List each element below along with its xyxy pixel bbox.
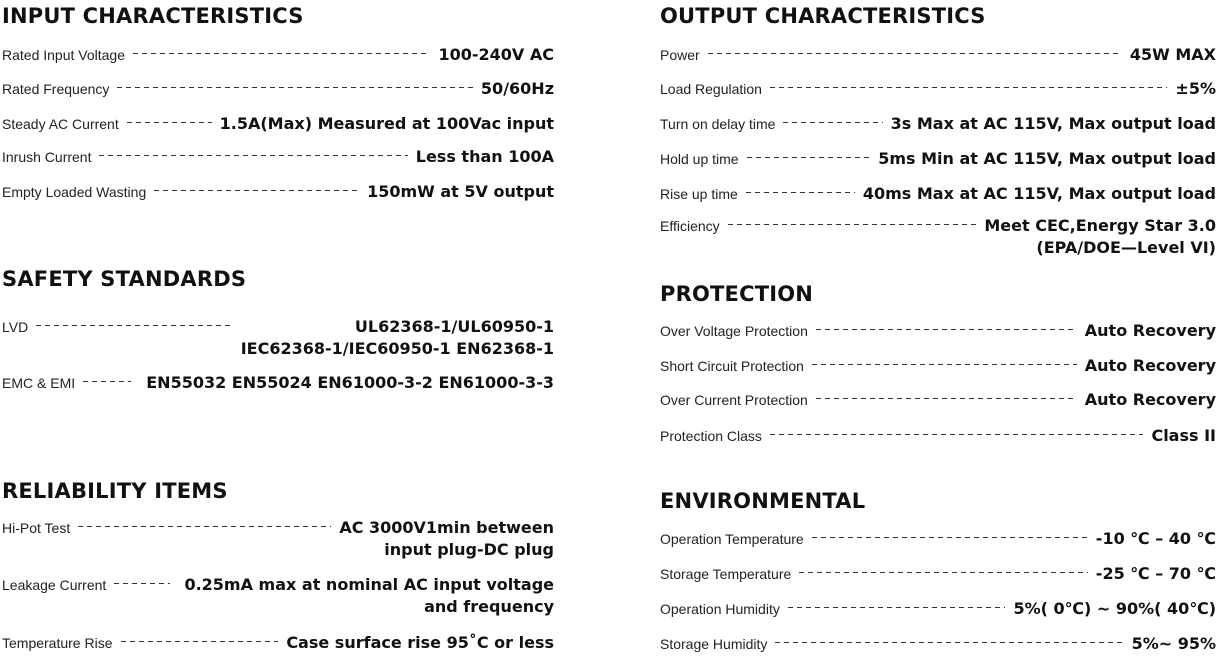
spec-row xyxy=(660,44,1216,66)
spec-row xyxy=(660,633,1216,655)
dotted-leader xyxy=(812,530,1088,542)
spec-row xyxy=(2,517,554,561)
spec-label: Over Current Protection xyxy=(660,392,808,408)
spec-label: Efficiency xyxy=(660,218,720,234)
dotted-leader xyxy=(788,600,1006,612)
spec-label: Inrush Current xyxy=(2,149,92,165)
spec-value xyxy=(241,316,554,360)
dotted-leader xyxy=(121,634,279,646)
spec-value xyxy=(178,574,554,618)
dotted-leader xyxy=(728,217,977,229)
spec-value: 3s Max at AC 115V, Max output load xyxy=(890,114,1216,133)
spec-value: 45W MAX xyxy=(1129,45,1216,64)
spec-value: 100-240V AC xyxy=(438,45,554,64)
spec-row xyxy=(2,372,554,394)
spec-row xyxy=(660,320,1216,342)
spec-value-line: UL62368-1/UL60950-1 xyxy=(354,317,554,336)
spec-label: Storage Temperature xyxy=(660,566,792,582)
spec-value: 5ms Min at AC 115V, Max output load xyxy=(878,149,1216,168)
spec-value-line: 0.25mA max at nominal AC input voltage xyxy=(184,575,554,594)
spec-label: Hi-Pot Test xyxy=(2,520,71,536)
spec-value-line: input plug-DC plug xyxy=(384,540,554,559)
dotted-leader xyxy=(114,576,170,588)
spec-label: Power xyxy=(660,47,700,63)
spec-row xyxy=(660,148,1216,170)
spec-label: Empty Loaded Wasting xyxy=(2,184,147,200)
spec-value-line: Meet CEC,Energy Star 3.0 xyxy=(984,216,1216,235)
spec-label: Over Voltage Protection xyxy=(660,323,808,339)
spec-row xyxy=(660,183,1216,205)
spec-value-line: IEC62368-1/IEC60950-1 EN62368-1 xyxy=(240,339,554,358)
spec-value: ±5% xyxy=(1175,79,1216,98)
spec-row xyxy=(660,598,1216,620)
spec-value xyxy=(339,517,554,561)
output-characteristics-heading: OUTPUT CHARACTERISTICS xyxy=(660,4,986,28)
dotted-leader xyxy=(36,318,233,330)
spec-row xyxy=(660,528,1216,550)
spec-label: EMC & EMI xyxy=(2,375,76,391)
spec-row xyxy=(2,574,554,618)
dotted-leader xyxy=(812,357,1077,369)
dotted-leader xyxy=(816,322,1077,334)
dotted-leader xyxy=(133,46,430,58)
spec-row xyxy=(660,113,1216,135)
spec-value: Auto Recovery xyxy=(1084,390,1216,409)
protection-heading: PROTECTION xyxy=(660,282,814,306)
spec-label: Rated Input Voltage xyxy=(2,47,125,63)
dotted-leader xyxy=(78,519,331,531)
dotted-leader xyxy=(117,80,473,92)
spec-value: 5%( 0℃) ~ 90%( 40℃) xyxy=(1013,599,1216,618)
safety-standards-heading: SAFETY STANDARDS xyxy=(2,267,247,291)
spec-row xyxy=(660,355,1216,377)
spec-value-line: and frequency xyxy=(424,597,554,616)
spec-row xyxy=(660,389,1216,411)
dotted-leader xyxy=(99,148,407,160)
spec-value: Auto Recovery xyxy=(1084,356,1216,375)
dotted-leader xyxy=(154,183,359,195)
spec-value: EN55032 EN55024 EN61000-3-2 EN61000-3-3 xyxy=(146,373,554,392)
spec-value xyxy=(984,215,1216,259)
spec-value-line: AC 3000V1min between xyxy=(339,518,554,537)
spec-label: Temperature Rise xyxy=(2,635,113,651)
spec-row xyxy=(2,44,554,66)
spec-label: Rise up time xyxy=(660,186,738,202)
spec-value: 40ms Max at AC 115V, Max output load xyxy=(862,184,1216,203)
spec-row xyxy=(660,78,1216,100)
spec-value: -25 ℃ – 70 ℃ xyxy=(1095,564,1216,583)
spec-row xyxy=(660,425,1216,447)
input-characteristics-heading: INPUT CHARACTERISTICS xyxy=(2,4,304,28)
spec-row xyxy=(660,215,1216,259)
spec-label: Storage Humidity xyxy=(660,636,768,652)
spec-label: Operation Humidity xyxy=(660,601,780,617)
spec-row xyxy=(2,632,554,654)
spec-label: Operation Temperature xyxy=(660,531,804,547)
dotted-leader xyxy=(770,80,1167,92)
spec-value: Less than 100A xyxy=(415,147,554,166)
spec-label: Hold up time xyxy=(660,151,739,167)
dotted-leader xyxy=(127,115,212,127)
dotted-leader xyxy=(747,150,871,162)
spec-label: Leakage Current xyxy=(2,577,107,593)
spec-value: -10 ℃ – 40 ℃ xyxy=(1095,529,1216,548)
dotted-leader xyxy=(708,46,1122,58)
spec-value: 5%~ 95% xyxy=(1131,634,1216,653)
spec-label: Steady AC Current xyxy=(2,116,119,132)
spec-label: Rated Frequency xyxy=(2,81,110,97)
spec-label: Protection Class xyxy=(660,428,762,444)
dotted-leader xyxy=(783,115,882,127)
dotted-leader xyxy=(83,374,131,386)
spec-value-line: (EPA/DOE—Level VI) xyxy=(1036,238,1216,257)
spec-label: LVD xyxy=(2,319,29,335)
dotted-leader xyxy=(770,427,1144,439)
spec-row xyxy=(2,316,554,360)
spec-value: 150mW at 5V output xyxy=(367,182,554,201)
spec-value: 50/60Hz xyxy=(480,79,554,98)
dotted-leader xyxy=(816,391,1077,403)
spec-value: 1.5A(Max) Measured at 100Vac input xyxy=(219,114,554,133)
spec-row xyxy=(2,78,554,100)
spec-value: Case surface rise 95˚C or less xyxy=(286,633,554,652)
reliability-items-heading: RELIABILITY ITEMS xyxy=(2,479,228,503)
spec-row xyxy=(660,563,1216,585)
spec-label: Turn on delay time xyxy=(660,116,776,132)
spec-value: Class II xyxy=(1151,426,1216,445)
spec-label: Load Regulation xyxy=(660,81,762,97)
dotted-leader xyxy=(799,565,1088,577)
environmental-heading: ENVIRONMENTAL xyxy=(660,489,866,513)
spec-row xyxy=(2,181,554,203)
spec-row xyxy=(2,113,554,135)
spec-value: Auto Recovery xyxy=(1084,321,1216,340)
dotted-leader xyxy=(775,635,1123,647)
spec-label: Short Circuit Protection xyxy=(660,358,804,374)
spec-row xyxy=(2,146,554,168)
dotted-leader xyxy=(746,185,855,197)
